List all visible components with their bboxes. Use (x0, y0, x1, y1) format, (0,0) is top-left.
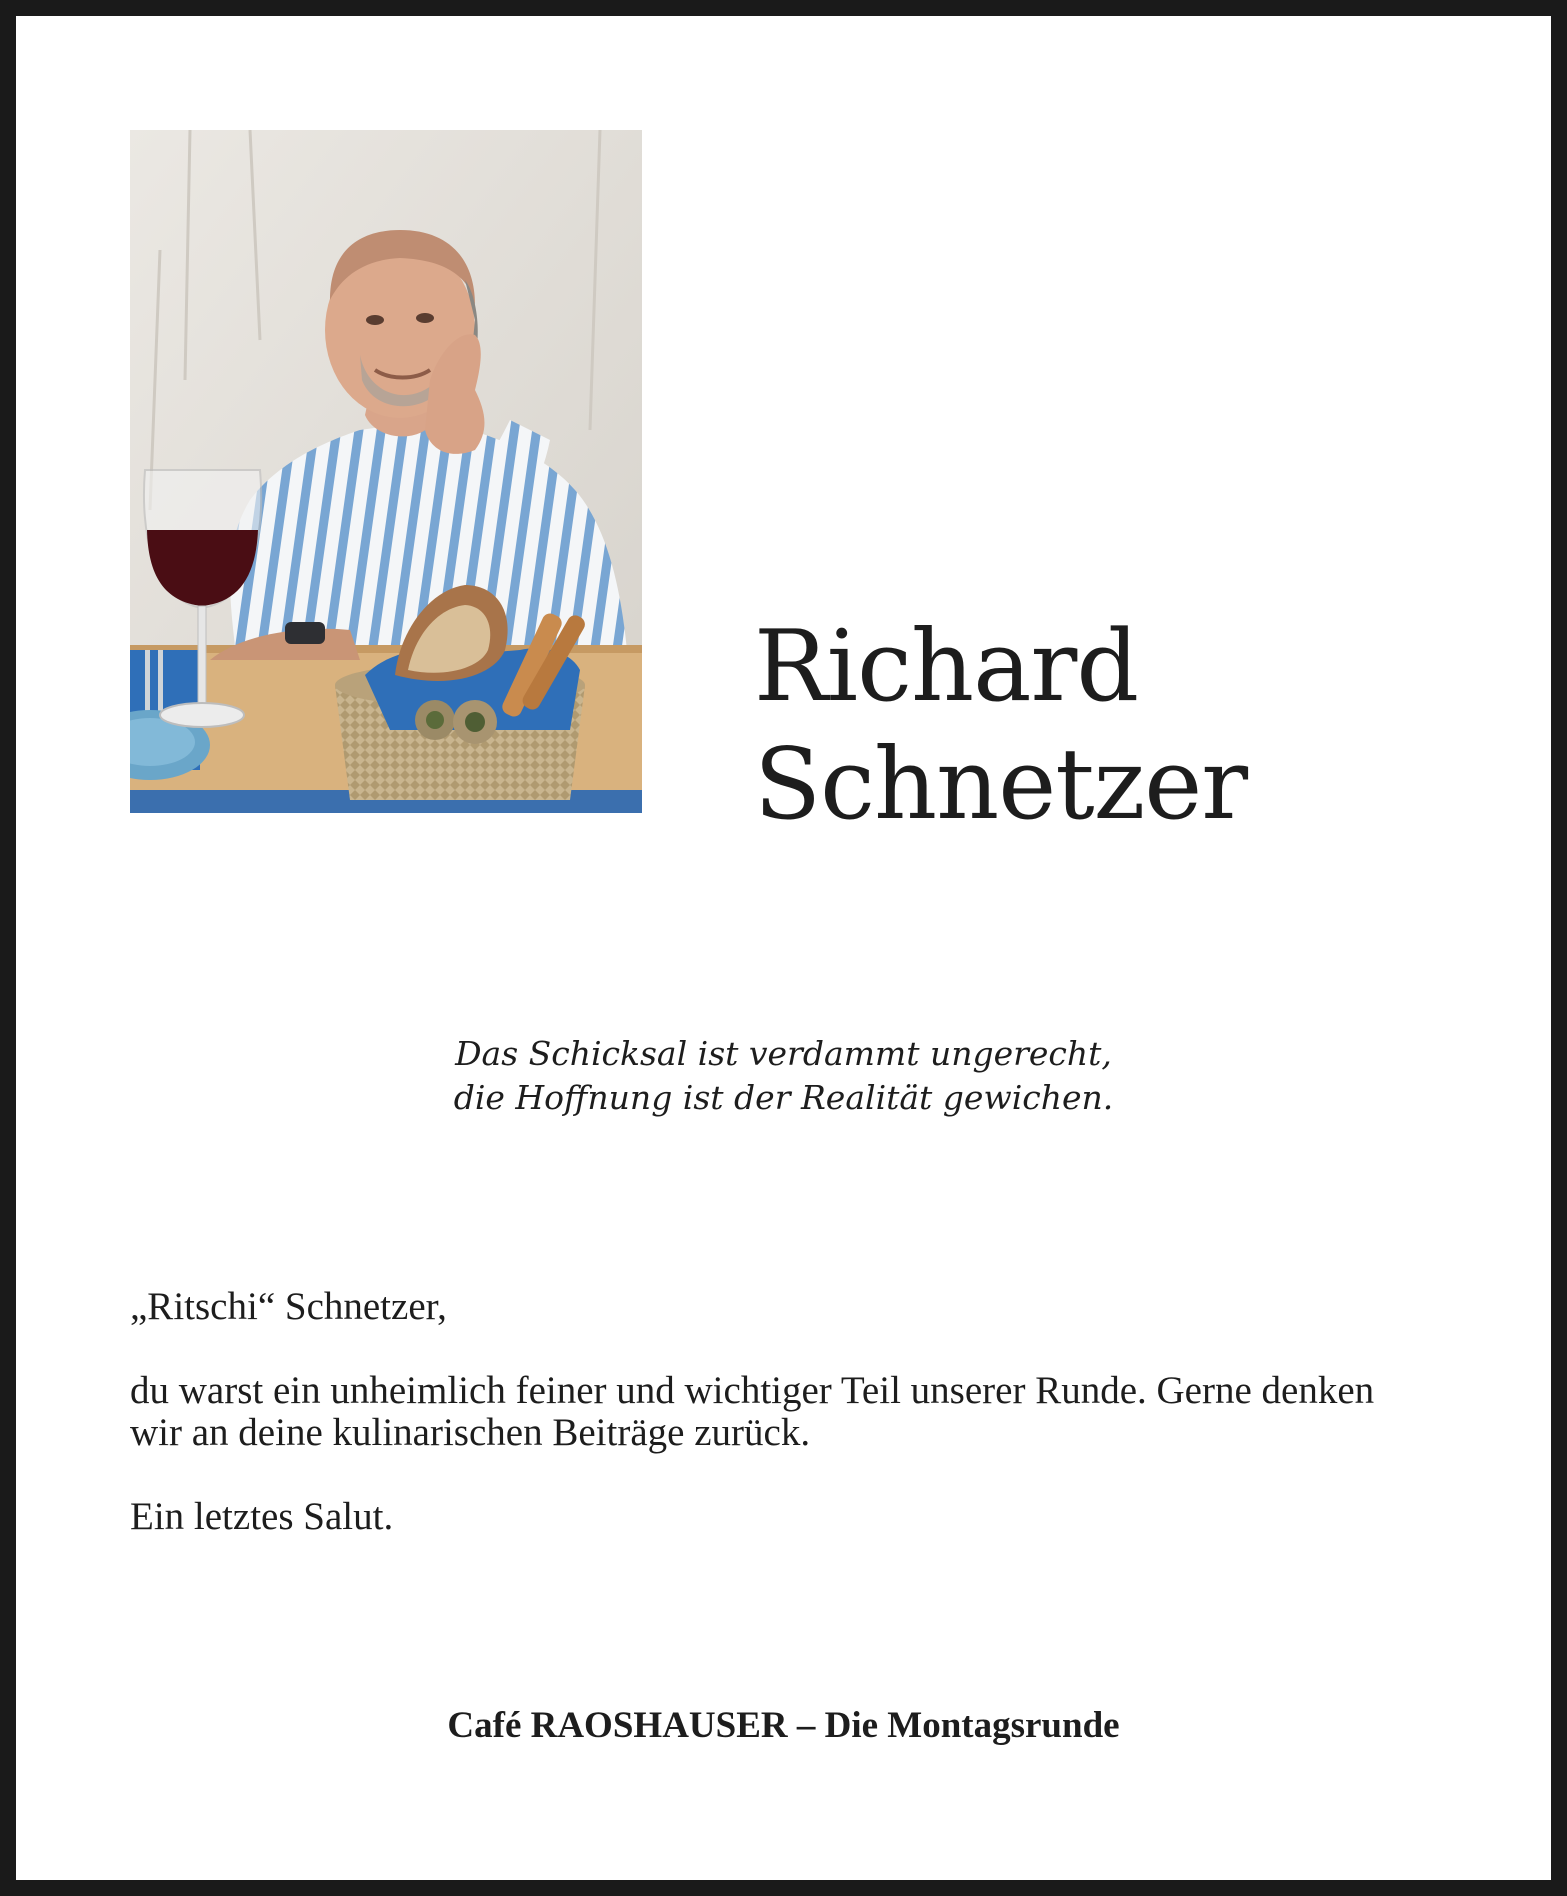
obituary-page (16, 16, 1551, 1880)
message-body-line-2: wir an deine kulinarischen Beiträge zurück. (130, 1411, 811, 1454)
portrait-photo (130, 130, 642, 813)
message-body-line-1: du warst ein unheimlich feiner und wichtiger Teil unserer Runde. Gerne denken (130, 1369, 1375, 1412)
quote-line-2: die Hoffnung ist der Realität gewichen. (453, 1078, 1114, 1117)
message-salutation: „Ritschi“ Schnetzer, (130, 1285, 447, 1328)
memorial-message (130, 1286, 1500, 1580)
portrait-photo-illustration (130, 130, 642, 813)
deceased-first-name: Richard (754, 610, 1139, 724)
memorial-quote (130, 1032, 1437, 1120)
deceased-name (754, 608, 1514, 844)
deceased-last-name: Schnetzer (754, 728, 1248, 842)
message-body (130, 1370, 1500, 1454)
message-closing: Ein letztes Salut. (130, 1495, 394, 1538)
quote-line-1: Das Schicksal ist verdammt ungerecht, (455, 1034, 1112, 1073)
signature: Café RAOSHAUSER – Die Montagsrunde (447, 1705, 1120, 1746)
